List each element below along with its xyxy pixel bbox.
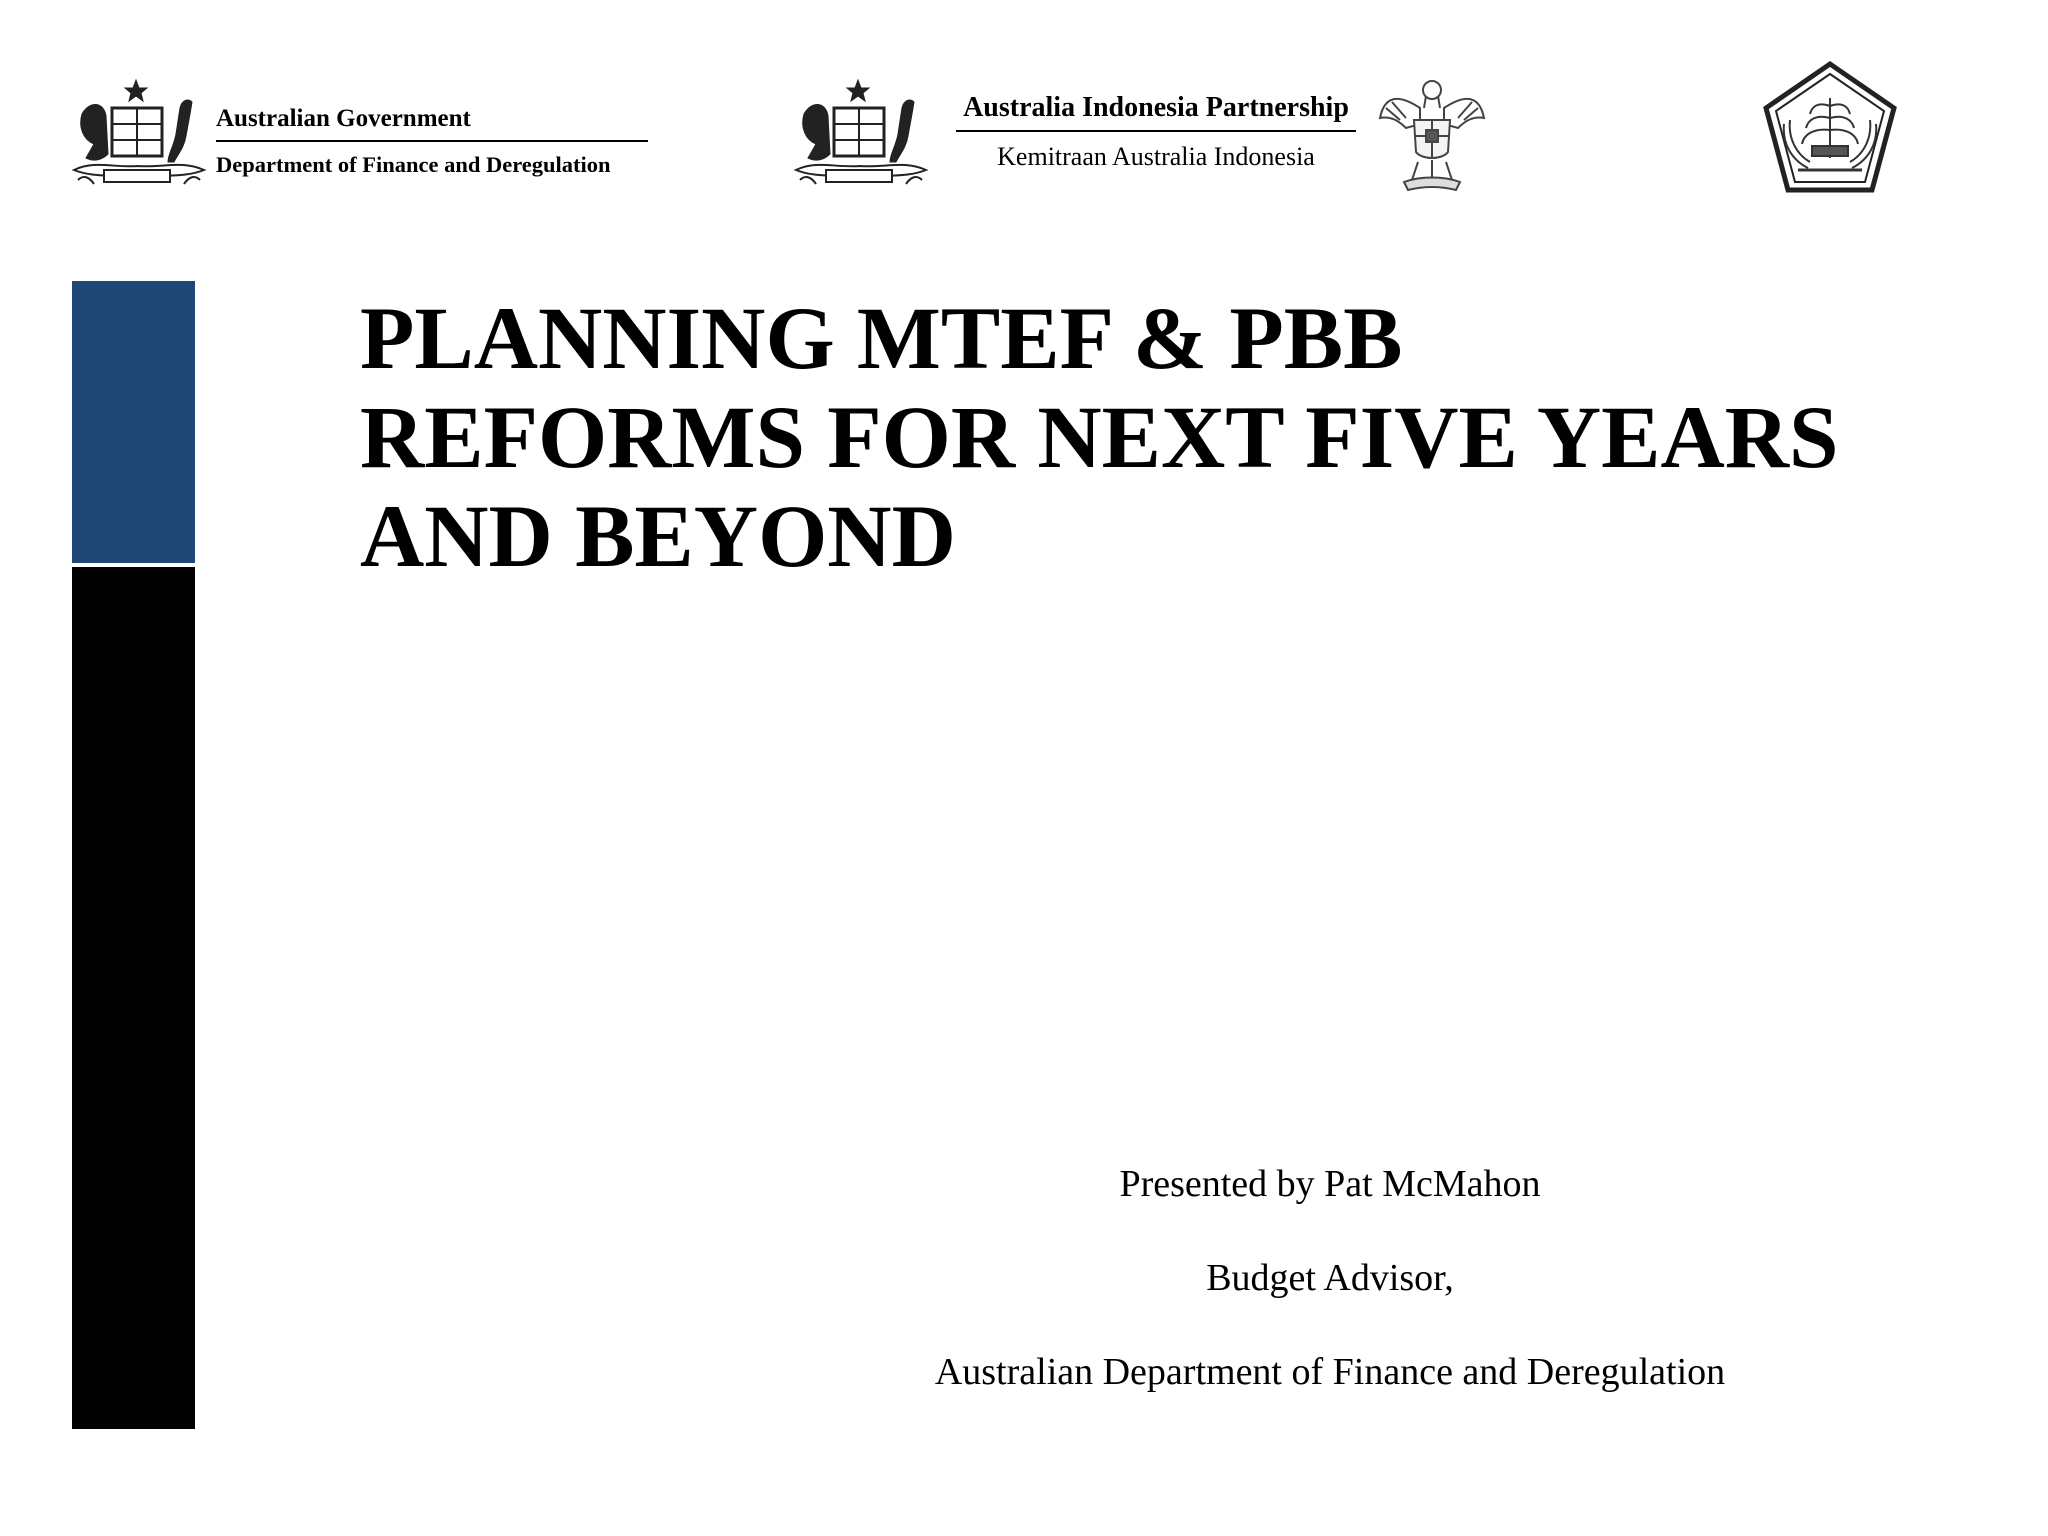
partnership-subtitle: Kemitraan Australia Indonesia xyxy=(997,141,1315,171)
negara-dana-raksa-emblem-icon xyxy=(1760,58,1900,198)
australian-government-wordmark xyxy=(216,102,648,180)
australian-coat-of-arms-icon xyxy=(64,74,214,194)
title-line: AND BEYOND xyxy=(360,488,956,586)
slide-title xyxy=(360,290,1980,587)
title-line: PLANNING MTEF & PBB xyxy=(360,290,1403,388)
presenter-name: Presented by Pat McMahon xyxy=(1119,1163,1541,1205)
divider xyxy=(216,140,648,142)
accent-bar-black xyxy=(72,567,195,1429)
accent-bar-blue xyxy=(72,281,195,563)
title-line: REFORMS FOR NEXT FIVE YEARS xyxy=(360,389,1839,487)
australian-coat-of-arms-icon xyxy=(786,74,936,194)
presenter-organization: Australian Department of Finance and Deregulation xyxy=(934,1351,1726,1393)
org-name: Australian Government xyxy=(216,105,471,132)
department-name: Department of Finance and Deregulation xyxy=(216,151,611,177)
partnership-title: Australia Indonesia Partnership xyxy=(963,92,1349,123)
divider xyxy=(956,130,1356,132)
australian-government-logo xyxy=(64,74,654,194)
partnership-wordmark xyxy=(956,90,1356,174)
presenter-role: Budget Advisor, xyxy=(1206,1257,1454,1299)
presenter-info xyxy=(860,1160,1800,1442)
garuda-pancasila-icon xyxy=(1376,74,1488,196)
australia-indonesia-partnership-logo xyxy=(786,74,1506,204)
